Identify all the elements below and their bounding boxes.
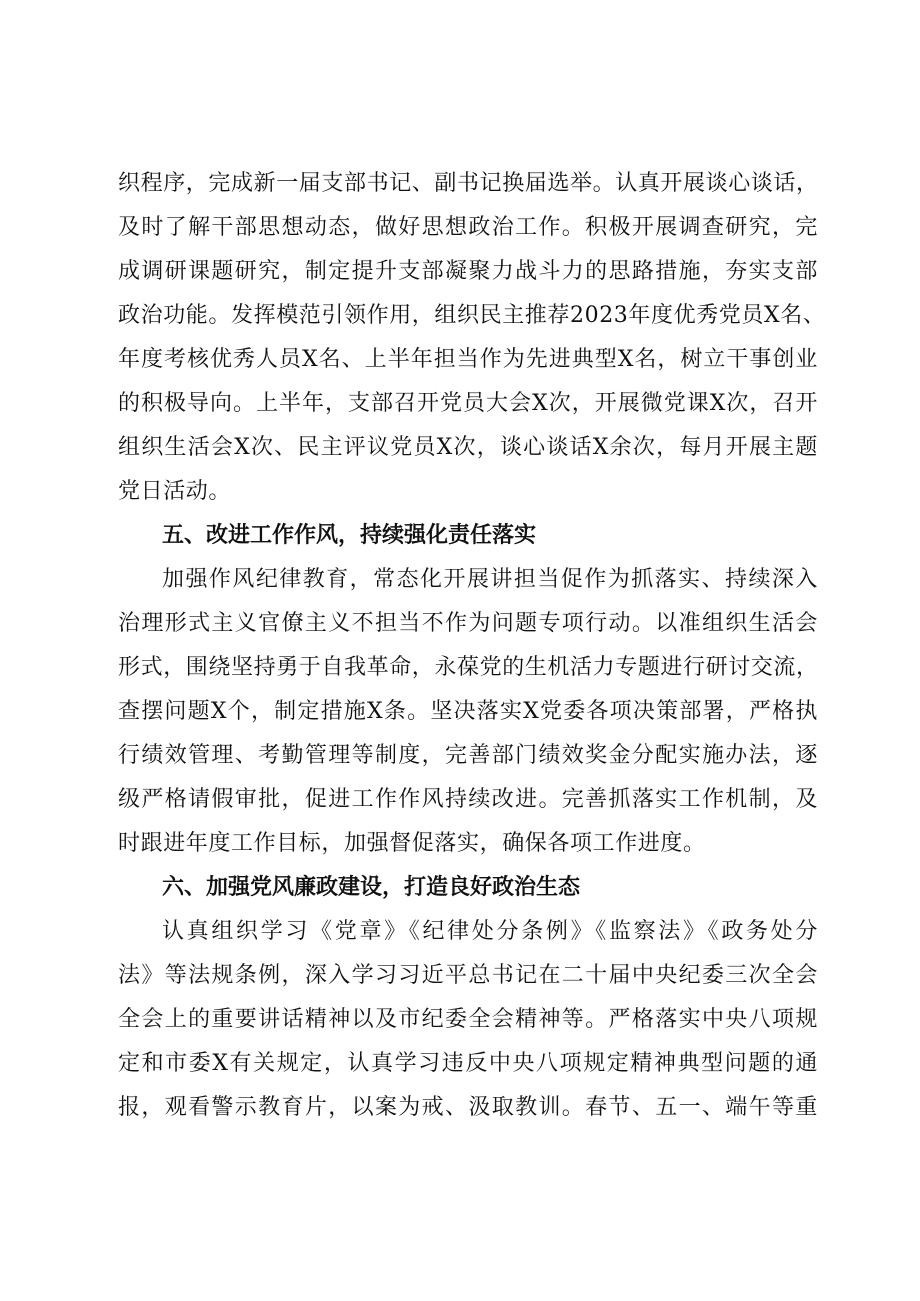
body-text-line: 全会上的重要讲话精神以及市纪委全会精神等。严格落实中央八项规 [118, 1007, 818, 1032]
body-text-line: 级严格请假审批，促进工作作风持续改进。完善抓落实工作机制，及 [118, 787, 818, 812]
body-text-line: 认真组织学习《党章》《纪律处分条例》《监察法》《政务处分 [162, 919, 818, 944]
section-heading: 五、改进工作作风，持续强化责任落实 [162, 523, 537, 548]
body-text-line: 形式，围绕坚持勇于自我革命，永葆党的生机活力专题进行研讨交流， [118, 655, 819, 680]
section-heading: 六、加强党风廉政建设，打造良好政治生态 [162, 875, 581, 900]
body-text-line: 行绩效管理、考勤管理等制度，完善部门绩效奖金分配实施办法，逐 [118, 743, 818, 768]
body-text-line: 查摆问题X个，制定措施X条。坚决落实X党委各项决策部署，严格执 [118, 699, 818, 724]
body-text-line: 织程序，完成新一届支部书记、副书记换届选举。认真开展谈心谈话， [118, 171, 819, 196]
body-text-line: 及时了解干部思想动态，做好思想政治工作。积极开展调查研究，完 [118, 215, 818, 240]
body-text-line: 的积极导向。上半年，支部召开党员大会X次，开展微党课X次，召开 [118, 391, 818, 416]
body-text-line: 政治功能。发挥模范引领作用，组织民主推荐2023年度优秀党员X名、 [118, 303, 826, 328]
body-text-line: 报，观看警示教育片，以案为戒、汲取教训。春节、五一、端午等重 [118, 1095, 818, 1120]
body-text-line: 成调研课题研究，制定提升支部凝聚力战斗力的思路措施，夯实支部 [118, 259, 818, 284]
body-text-line: 时跟进年度工作目标，加强督促落实，确保各项工作进度。 [118, 831, 706, 856]
document-body [118, 162, 826, 1130]
body-text-line: 党日活动。 [118, 479, 232, 504]
body-text-line: 组织生活会X次、民主评议党员X次，谈心谈话X余次，每月开展主题 [118, 435, 818, 460]
body-text-line: 年度考核优秀人员X名、上半年担当作为先进典型X名，树立干事创业 [118, 347, 818, 372]
body-text-line: 定和市委X有关规定，认真学习违反中央八项规定精神典型问题的通 [118, 1051, 818, 1076]
body-text-line: 治理形式主义官僚主义不担当不作为问题专项行动。以准组织生活会 [118, 611, 818, 636]
body-text-line: 加强作风纪律教育，常态化开展讲担当促作为抓落实、持续深入 [162, 567, 818, 592]
body-text-line: 法》等法规条例，深入学习习近平总书记在二十届中央纪委三次全会 [118, 963, 818, 988]
